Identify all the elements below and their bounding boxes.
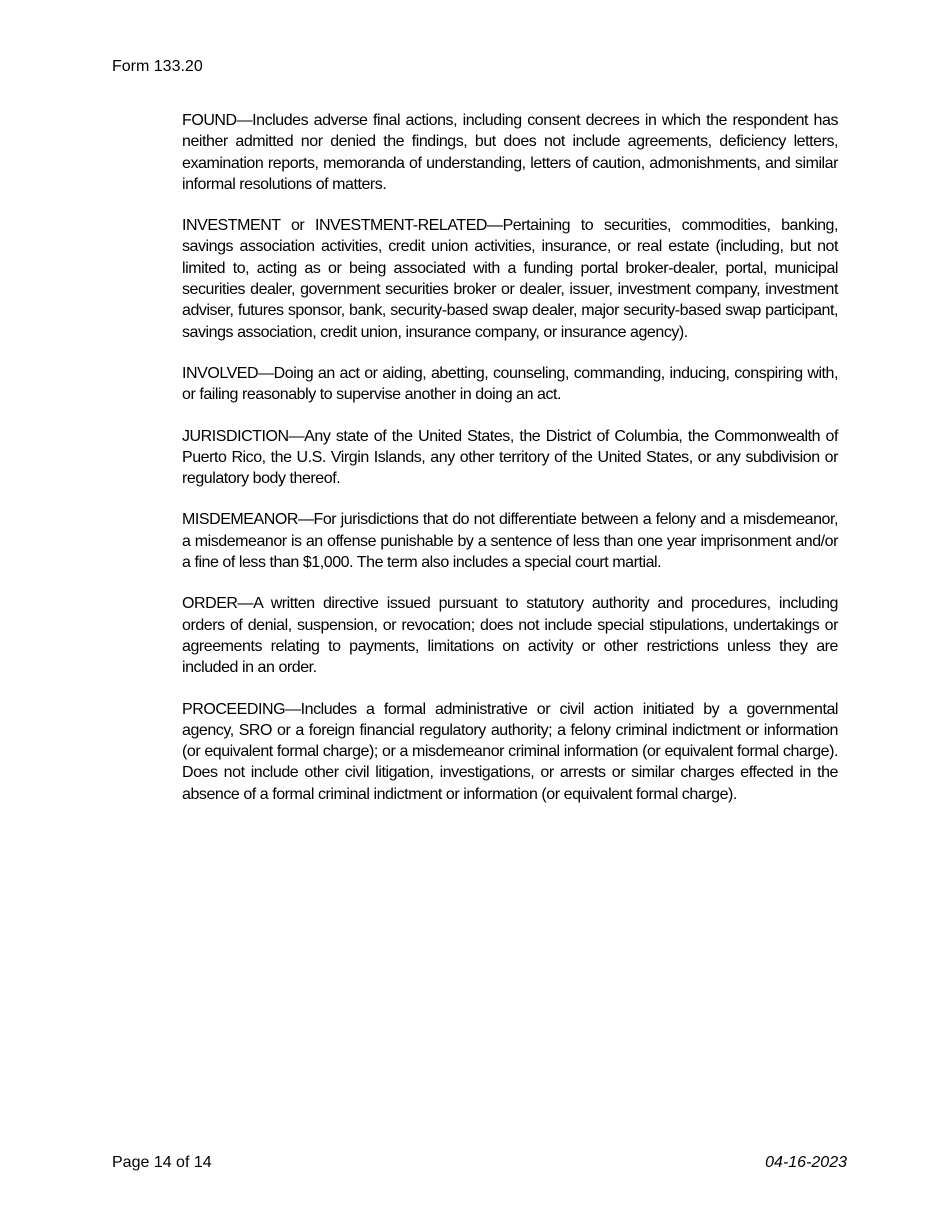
definition-misdemeanor: MISDEMEANOR—For jurisdictions that do not differentiate between a felony and a misdemeanor, a misdemeanor is an offense punishable by a sentence of less than one year imprisonment and/or a fine of less than $1,000. The term also includes a special court martial.	[182, 511, 838, 572]
page-number-footer: Page 14 of 14	[112, 1154, 212, 1171]
revision-date-footer: 04-16-2023	[765, 1154, 847, 1171]
definition-found: FOUND—Includes adverse final actions, including consent decrees in which the respondent has neither admitted nor denied the findings, but does not include agreements, deficiency letters, examination reports, memoranda of understanding, letters of caution, admonishments, and similar informal resolutions of matters.	[182, 112, 838, 193]
definition-order: ORDER—A written directive issued pursuant to statutory authority and procedures, including orders of denial, suspension, or revocation; does not include special stipulations, undertakings or agreements relating to payments, limitations on activity or other restrictions unless they are included in an order.	[182, 595, 838, 677]
definitions-section	[182, 110, 838, 825]
definition-jurisdiction: JURISDICTION—Any state of the United States, the District of Columbia, the Commonwealth of Puerto Rico, the U.S. Virgin Islands, any other territory of the United States, or any subdivision or regulatory body thereof.	[182, 427, 838, 488]
form-number-header: Form 133.20	[112, 58, 203, 75]
definition-proceeding: PROCEEDING—Includes a formal administrative or civil action initiated by a governmental agency, SRO or a foreign financial regulatory authority; a felony criminal indictment or information (or equivalent formal charge); or a misdemeanor criminal information (or equivalent formal charge). Does not include other civil litigation, investigations, or arrests or similar charges effected in the absence of a formal criminal indictment or information (or equivalent formal charge).	[182, 700, 838, 803]
definition-investment-related: INVESTMENT or INVESTMENT-RELATED—Pertaining to securities, commodities, banking, savings association activities, credit union activities, insurance, or real estate (including, but not limited to, acting as or being associated with a funding portal broker-dealer, portal, municipal securities dealer, government securities broker or dealer, issuer, investment company, investment adviser, futures sponsor, bank, security-based swap dealer, major security-based swap participant, savings association, credit union, insurance company, or insurance agency).	[182, 217, 838, 341]
definition-involved: INVOLVED—Doing an act or aiding, abetting, counseling, commanding, inducing, conspiring with, or failing reasonably to supervise another in doing an act.	[182, 364, 838, 404]
